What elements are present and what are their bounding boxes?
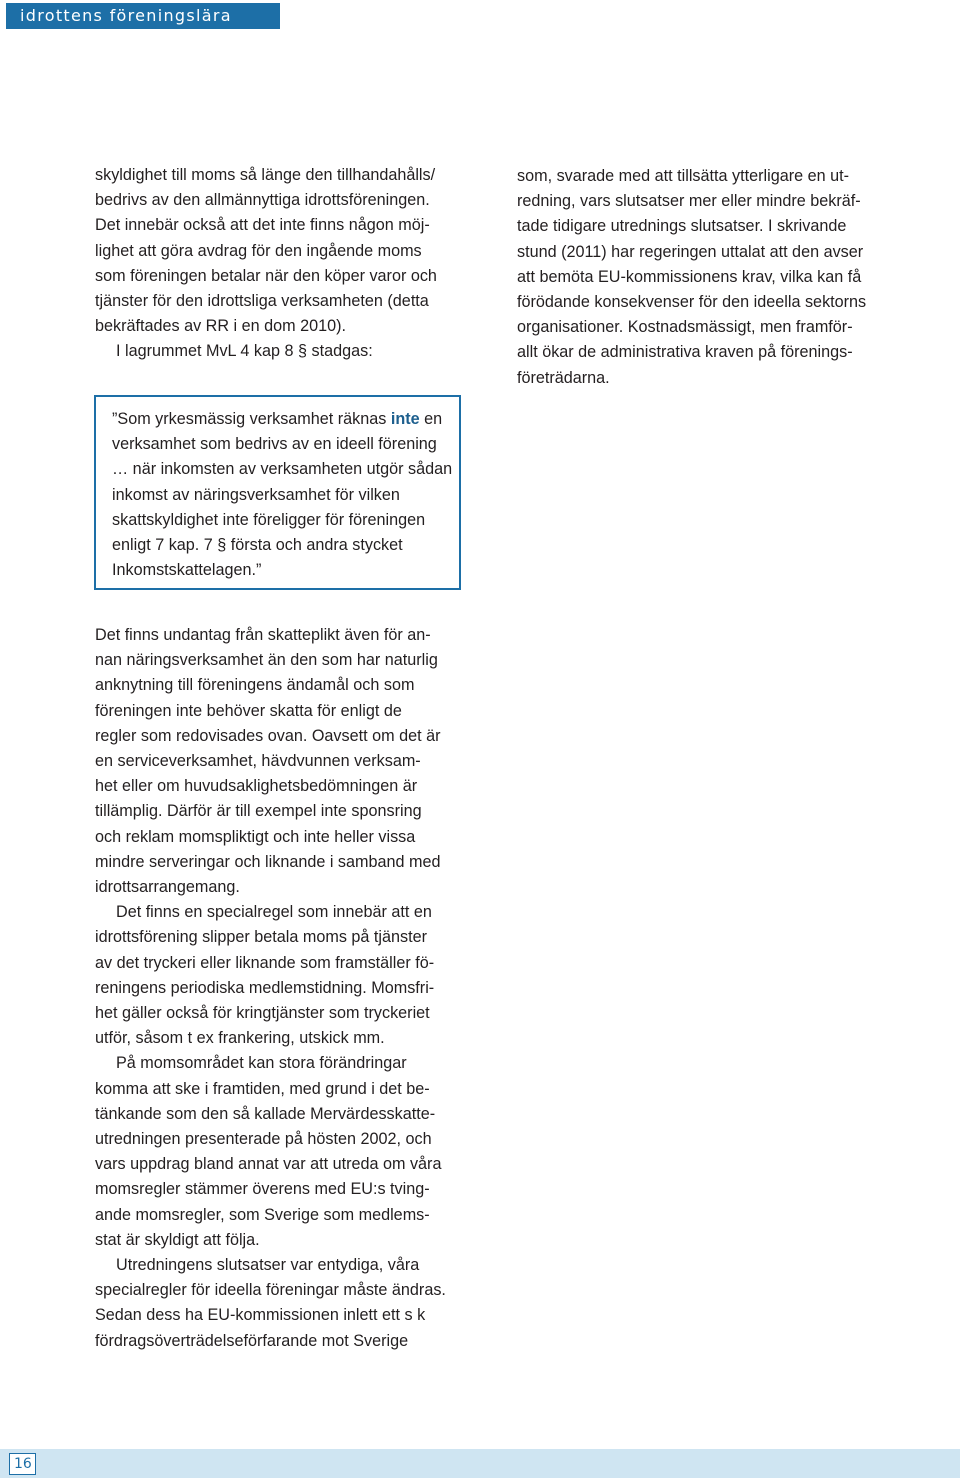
text-line: regler som redovisades ovan. Oavsett om det är: [95, 726, 441, 745]
text-line: att bemöta EU-kommissionens krav, vilka kan få: [517, 267, 862, 286]
text-line: företrädarna.: [517, 368, 610, 387]
text-line: av det tryckeri eller liknande som framställer fö-: [95, 953, 435, 972]
quote-box: [94, 395, 461, 590]
text-line: som föreningen betalar när den köper varor och: [95, 266, 437, 285]
text-line: bekräftades av RR i en dom 2010).: [95, 317, 347, 336]
text-line: Det innebär också att det inte finns någon möj-: [95, 216, 430, 235]
text-line: tade tidigare utrednings slutsatser. I skrivande: [517, 217, 847, 236]
text-line: Sedan dess ha EU-kommissionen inlett ett s k: [95, 1306, 426, 1325]
text-line: bedrivs av den allmännyttiga idrottsföreningen.: [95, 191, 430, 210]
text-line: specialregler för ideella föreningar måste ändras.: [95, 1281, 446, 1300]
text-line: redning, vars slutsatser mer eller mindre bekräf-: [517, 192, 861, 211]
text-line: komma att ske i framtiden, med grund i det be-: [95, 1079, 430, 1098]
text-line: stat är skyldigt att följa.: [95, 1230, 260, 1249]
text-line: ande momsregler, som Sverige som medlems-: [95, 1205, 430, 1224]
text-line: förödande konsekvenser för den ideella sektorns: [517, 293, 867, 312]
text-line: anknytning till föreningens ändamål och som: [95, 676, 415, 695]
text-line: tjänster för den idrottsliga verksamheten (detta: [95, 292, 429, 311]
text-line: I lagrummet MvL 4 kap 8 § stadgas:: [116, 342, 373, 361]
text-line: het gäller också för kringtjänster som tryckeriet: [95, 1004, 430, 1023]
text-line: På momsområdet kan stora förändringar: [116, 1054, 407, 1073]
page-number-box: [9, 1453, 36, 1475]
text-line: lighet att göra avdrag för den ingående moms: [95, 241, 422, 260]
text-line: en serviceverksamhet, hävdvunnen verksam-: [95, 752, 421, 771]
text-line: allt ökar de administrativa kraven på förenings-: [517, 343, 853, 362]
text-line: och reklam momspliktigt och inte heller vissa: [95, 827, 416, 846]
text-line: tillämplig. Därför är till exempel inte sponsring: [95, 802, 422, 821]
text-line: organisationer. Kostnadsmässigt, men framför-: [517, 318, 853, 337]
text-line: fördragsöverträdelseförfarande mot Sverige: [95, 1331, 409, 1350]
header-bar: [6, 3, 280, 29]
quote-text: [112, 407, 457, 583]
text-line: nan näringsverksamhet än den som har naturlig: [95, 651, 438, 670]
text-line: tänkande som den så kallade Mervärdesskatte-: [95, 1104, 436, 1123]
left-column-top: [95, 163, 467, 365]
quote-emphasis: inte: [390, 410, 420, 428]
right-column: [517, 164, 897, 391]
text-line: utredningen presenterade på hösten 2002, och: [95, 1130, 432, 1149]
text-line: som, svarade med att tillsätta ytterligare en ut-: [517, 167, 849, 185]
quote-text-end: en verksamhet som bedrivs av en ideell förening … när inkomsten av verksamheten utgör sådan inkomst av näringsverksamhet för vilken skattskyldighet inte föreligger för föreningen enligt 7 kap. 7 § första och andra stycket Inkomstskattelagen.”: [112, 410, 453, 580]
page-number: 16: [14, 1456, 32, 1472]
text-line: Utredningens slutsatser var entydiga, våra: [116, 1256, 420, 1275]
text-line: het eller om huvudsaklighetsbedömningen är: [95, 777, 418, 796]
text-line: reningens periodiska medlemstidning. Momsfri-: [95, 978, 435, 997]
text-line: idrottsarrangemang.: [95, 878, 240, 897]
text-line: utför, såsom t ex frankering, utskick mm.: [95, 1029, 385, 1048]
quote-text-start: ”Som yrkesmässig verksamhet räknas: [112, 410, 391, 428]
text-line: stund (2011) har regeringen uttalat att den avser: [517, 242, 864, 261]
text-line: vars uppdrag bland annat var att utreda om våra: [95, 1155, 442, 1174]
running-header-title: idrottens föreningslära: [20, 6, 232, 25]
text-line: idrottsförening slipper betala moms på tjänster: [95, 928, 428, 947]
text-line: momsregler stämmer överens med EU:s tving-: [95, 1180, 430, 1199]
text-line: skyldighet till moms så länge den tillhandahålls/: [95, 166, 436, 184]
text-line: föreningen inte behöver skatta för enligt de: [95, 701, 402, 720]
text-line: Det finns en specialregel som innebär att en: [116, 903, 432, 922]
footer-bar: [0, 1449, 960, 1478]
left-column-bottom: [95, 623, 467, 1354]
text-line: Det finns undantag från skatteplikt även för an-: [95, 626, 431, 644]
text-line: mindre serveringar och liknande i samband med: [95, 852, 441, 871]
